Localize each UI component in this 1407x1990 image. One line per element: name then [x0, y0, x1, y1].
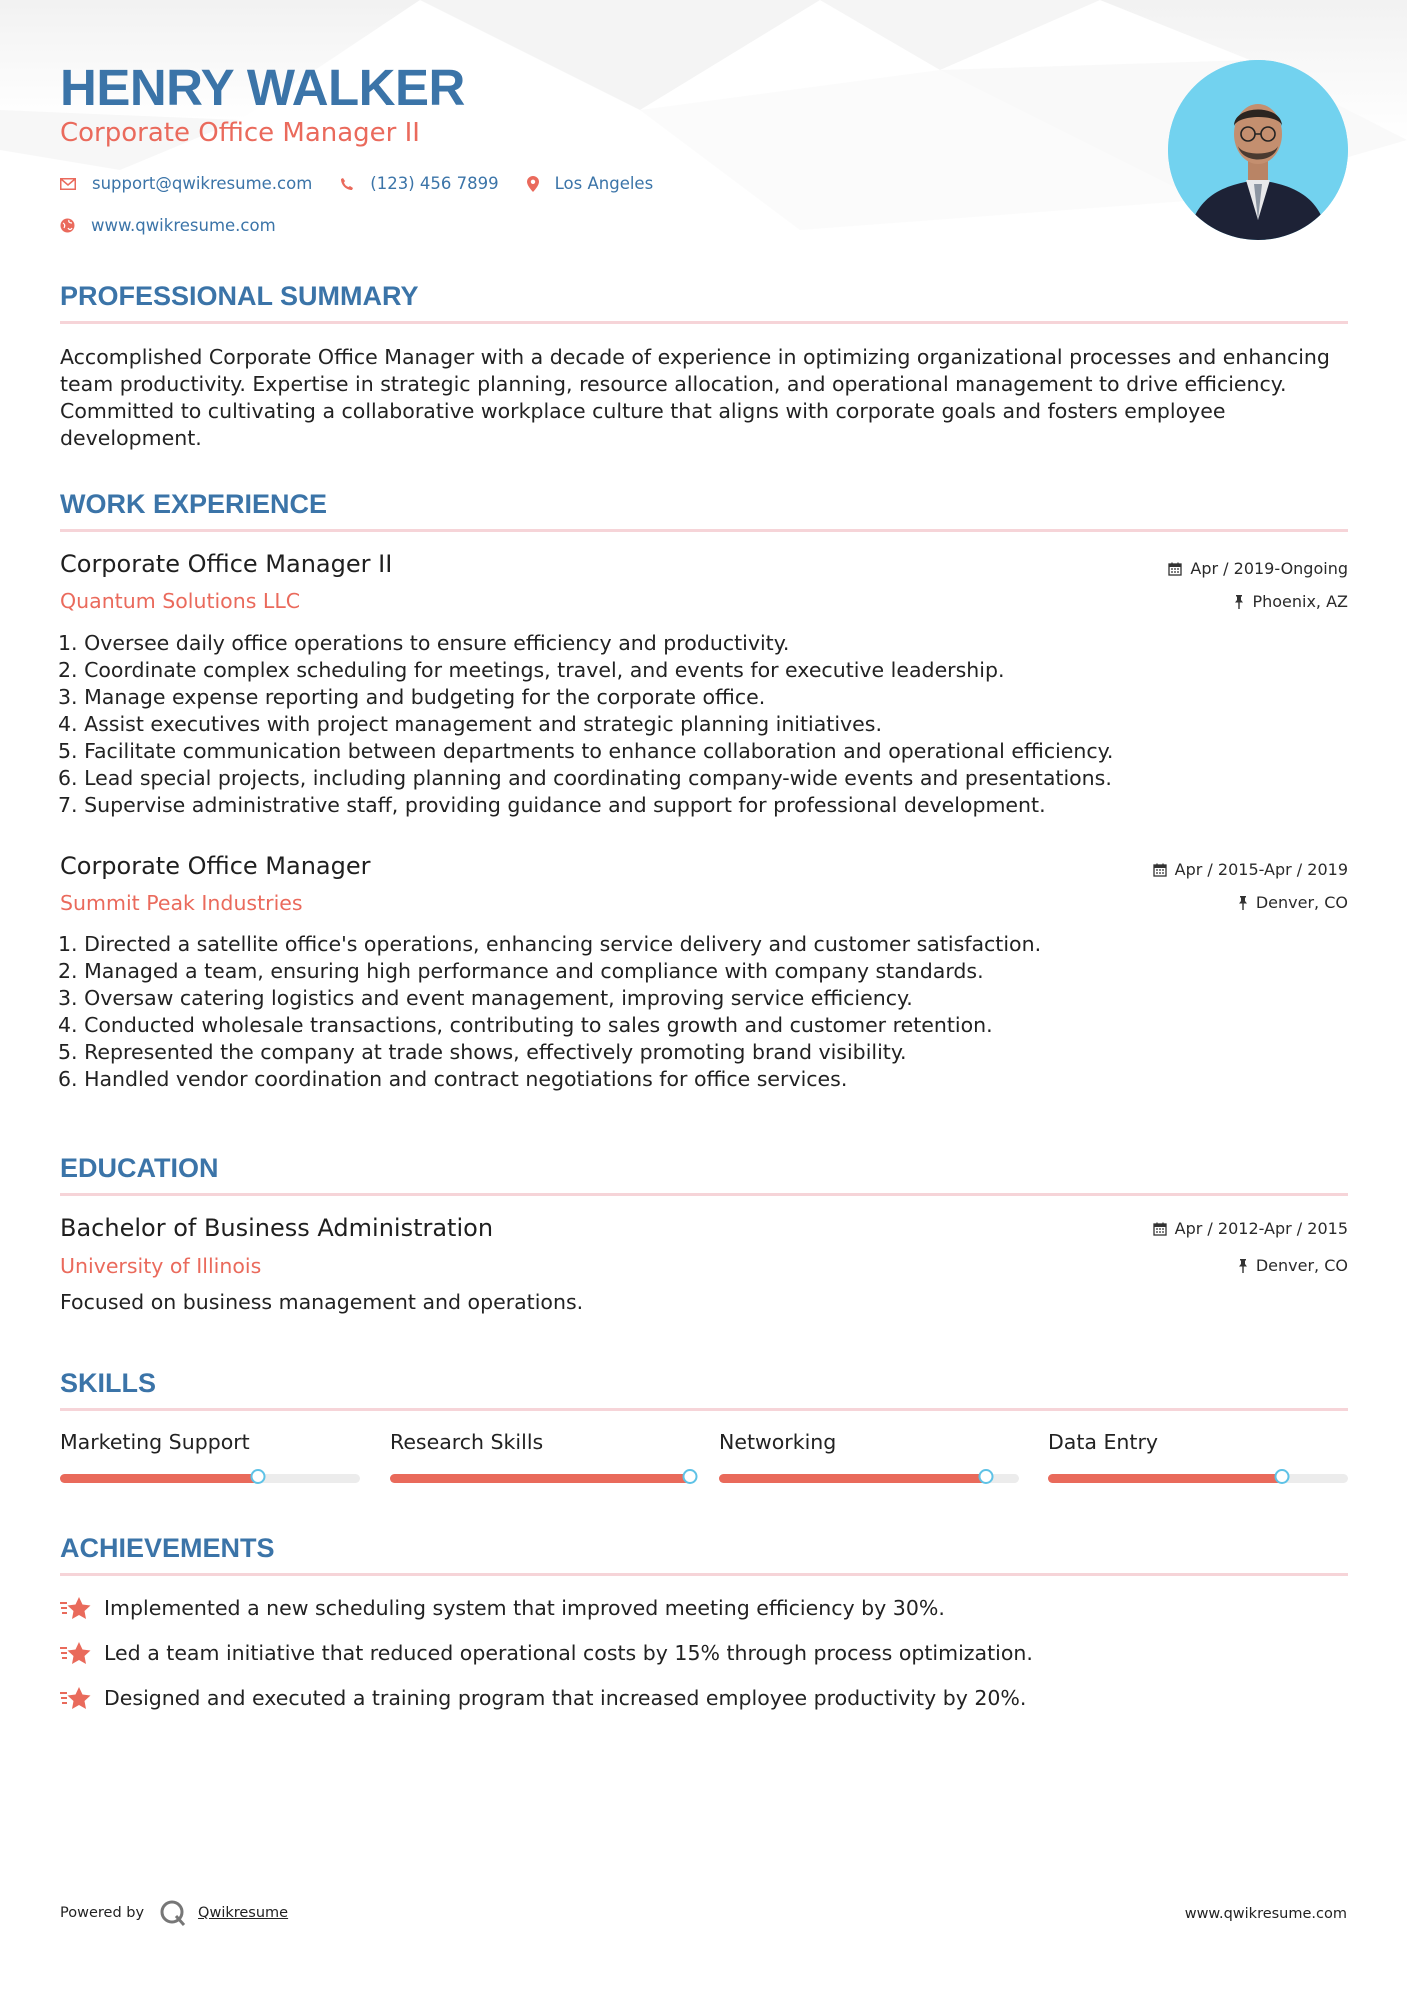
job-duties-list — [58, 630, 1113, 819]
pushpin-icon — [1234, 595, 1244, 609]
education-dates — [1153, 1219, 1348, 1238]
skill-level-knob — [1275, 1469, 1290, 1484]
calendar-icon — [1153, 863, 1167, 877]
skill-level-knob — [251, 1469, 266, 1484]
skill-item — [390, 1430, 690, 1454]
website-text[interactable]: www.qwikresume.com — [91, 216, 276, 235]
list-item: 1. Directed a satellite office's operations, enhancing service delivery and customer satisfaction. — [58, 932, 1042, 956]
achievement-item — [60, 1685, 1026, 1711]
school-name: University of Illinois — [60, 1254, 262, 1278]
job-location — [1238, 893, 1348, 912]
email-text[interactable]: support@qwikresume.com — [92, 174, 313, 193]
skill-level-fill — [390, 1474, 690, 1483]
achievements-heading: ACHIEVEMENTS — [60, 1533, 275, 1563]
skill-level-fill — [719, 1474, 986, 1483]
list-item: 3. Oversaw catering logistics and event management, improving service efficiency. — [58, 986, 913, 1010]
job-location-text: Denver, CO — [1255, 893, 1348, 912]
skill-level-fill — [60, 1474, 258, 1483]
phone-icon — [340, 177, 354, 191]
skill-item — [1048, 1430, 1348, 1454]
list-item: 2. Coordinate complex scheduling for meetings, travel, and events for executive leadership. — [58, 658, 1005, 682]
skills-heading: SKILLS — [60, 1368, 157, 1398]
footer-powered-by — [60, 1898, 288, 1928]
email-contact[interactable] — [60, 174, 312, 193]
phone-contact[interactable] — [340, 174, 498, 193]
list-item: 7. Supervise administrative staff, providing guidance and support for professional development. — [58, 793, 1046, 817]
education-location — [1238, 1256, 1348, 1275]
calendar-icon — [1168, 562, 1182, 576]
job-dates-text: Apr / 2015-Apr / 2019 — [1174, 860, 1348, 879]
skill-level-fill — [1048, 1474, 1282, 1483]
skill-name: Networking — [719, 1430, 837, 1454]
list-item: 4. Assist executives with project management and strategic planning initiatives. — [58, 712, 882, 736]
website-row[interactable] — [60, 216, 276, 235]
qwikresume-logo-icon — [158, 1898, 188, 1928]
section-divider — [60, 1408, 1348, 1411]
skill-item — [719, 1430, 1019, 1454]
candidate-role: Corporate Office Manager II — [60, 118, 420, 148]
job-title: Corporate Office Manager — [60, 852, 371, 880]
contact-row — [60, 174, 681, 193]
star-icon — [60, 1685, 92, 1711]
skill-item — [60, 1430, 360, 1454]
skill-level-bar — [390, 1474, 690, 1483]
skill-level-knob — [979, 1469, 994, 1484]
pushpin-icon — [1238, 1259, 1248, 1273]
job-title: Corporate Office Manager II — [60, 550, 393, 578]
list-item: 3. Manage expense reporting and budgeting for the corporate office. — [58, 685, 766, 709]
achievement-item — [60, 1595, 945, 1621]
powered-by-label: Powered by — [60, 1905, 145, 1921]
company-name: Quantum Solutions LLC — [60, 589, 301, 613]
section-divider — [60, 321, 1348, 324]
skill-level-bar — [719, 1474, 1019, 1483]
star-icon — [60, 1595, 92, 1621]
list-item: 4. Conducted wholesale transactions, contributing to sales growth and customer retention. — [58, 1013, 993, 1037]
skill-level-bar — [1048, 1474, 1348, 1483]
globe-icon — [60, 218, 75, 233]
company-name: Summit Peak Industries — [60, 891, 303, 915]
education-heading: EDUCATION — [60, 1153, 219, 1183]
phone-text[interactable]: (123) 456 7899 — [370, 174, 499, 193]
skill-level-knob — [683, 1469, 698, 1484]
job-dates — [1168, 559, 1348, 578]
achievement-text: Implemented a new scheduling system that improved meeting efficiency by 30%. — [104, 1596, 945, 1620]
calendar-icon — [1153, 1222, 1167, 1236]
job-location — [1234, 592, 1348, 611]
list-item: 1. Oversee daily office operations to ensure efficiency and productivity. — [58, 631, 790, 655]
skill-name: Research Skills — [390, 1430, 544, 1454]
skill-name: Marketing Support — [60, 1430, 250, 1454]
pushpin-icon — [1238, 896, 1248, 910]
envelope-icon — [60, 178, 76, 190]
degree-title: Bachelor of Business Administration — [60, 1214, 494, 1242]
achievement-text: Led a team initiative that reduced operational costs by 15% through process optimization. — [104, 1641, 1033, 1665]
map-pin-icon — [527, 176, 539, 192]
list-item: 2. Managed a team, ensuring high performance and compliance with company standards. — [58, 959, 984, 983]
achievement-item — [60, 1640, 1033, 1666]
section-divider — [60, 1573, 1348, 1576]
skill-name: Data Entry — [1048, 1430, 1159, 1454]
achievement-text: Designed and executed a training program that increased employee productivity by 20%. — [104, 1686, 1027, 1710]
experience-heading: WORK EXPERIENCE — [60, 489, 328, 519]
education-description: Focused on business management and operations. — [60, 1290, 584, 1314]
education-location-text: Denver, CO — [1255, 1256, 1348, 1275]
list-item: 5. Facilitate communication between departments to enhance collaboration and operational efficiency. — [58, 739, 1114, 763]
summary-text: Accomplished Corporate Office Manager with a decade of experience in optimizing organizational processes and enhancing team productivity. Expertise in strategic planning, resource allocation, and operational management to drive efficiency. Committed to cultivating a collaborative workplace culture that aligns with corporate goals and fosters employee development. — [60, 345, 1330, 450]
location-text: Los Angeles — [554, 174, 654, 193]
candidate-name: HENRY WALKER — [60, 59, 465, 116]
list-item: 6. Lead special projects, including planning and coordinating company-wide events and presentations. — [58, 766, 1112, 790]
summary-heading: PROFESSIONAL SUMMARY — [60, 281, 419, 311]
list-item: 5. Represented the company at trade shows, effectively promoting brand visibility. — [58, 1040, 907, 1064]
location-contact — [527, 174, 654, 193]
job-dates — [1153, 860, 1348, 879]
profile-photo — [1168, 60, 1348, 240]
star-icon — [60, 1640, 92, 1666]
job-location-text: Phoenix, AZ — [1252, 592, 1348, 611]
section-divider — [60, 1193, 1348, 1196]
job-duties-list — [58, 931, 1041, 1093]
skill-level-bar — [60, 1474, 360, 1483]
brand-link[interactable]: Qwikresume — [198, 1905, 289, 1921]
job-dates-text: Apr / 2019-Ongoing — [1190, 559, 1348, 578]
section-divider — [60, 529, 1348, 532]
footer-website[interactable]: www.qwikresume.com — [1184, 1906, 1347, 1922]
education-dates-text: Apr / 2012-Apr / 2015 — [1174, 1219, 1348, 1238]
list-item: 6. Handled vendor coordination and contract negotiations for office services. — [58, 1067, 848, 1091]
